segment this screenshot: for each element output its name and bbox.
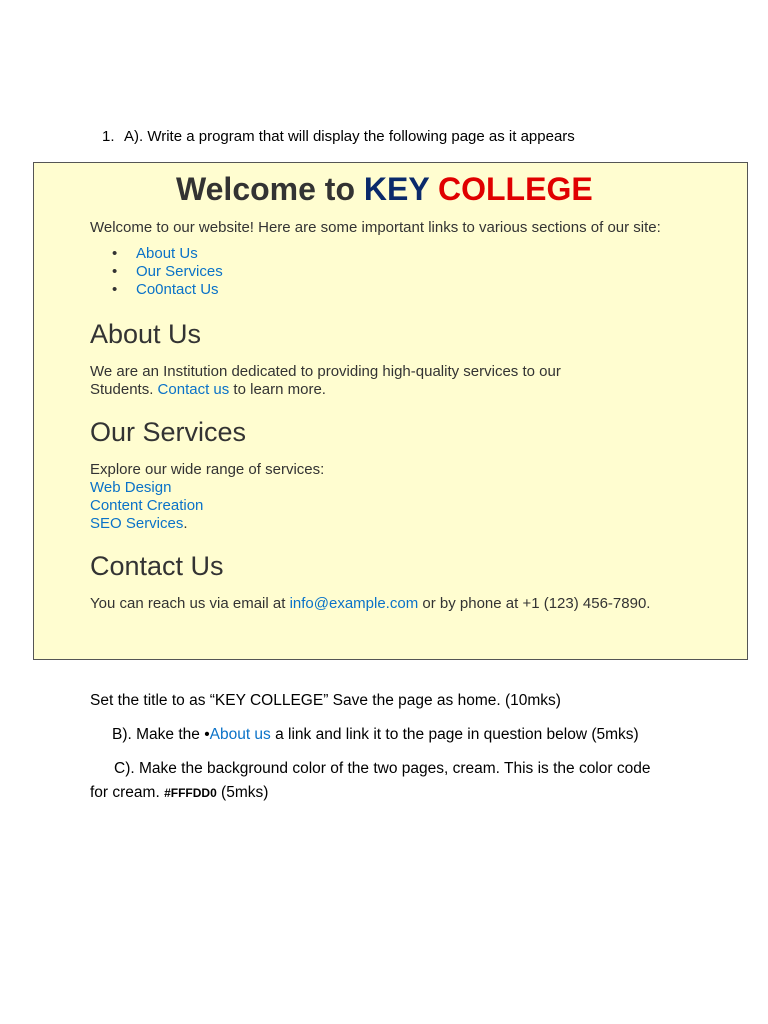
contact-us-link[interactable]: Contact us	[157, 381, 230, 398]
question-1	[102, 128, 575, 145]
service-link-seo[interactable]: SEO Services	[90, 515, 184, 532]
title-prefix: Welcome to	[176, 171, 364, 207]
instruction-b-suffix: a link and link it to the page in question below (5mks)	[270, 726, 639, 743]
service-link-web-design[interactable]: Web Design	[90, 479, 172, 496]
about-heading: About Us	[90, 319, 202, 349]
nav-item-services	[112, 263, 223, 281]
contact-paragraph	[90, 595, 650, 613]
question-number: 1.	[102, 128, 115, 145]
service-link-content-creation[interactable]: Content Creation	[90, 497, 204, 514]
bullet-icon: •	[112, 263, 118, 280]
title-instruction: Set the title to as “KEY COLLEGE” Save the page as home. (10mks)	[90, 692, 561, 709]
nav-link-about[interactable]: About Us	[136, 245, 198, 262]
contact-suffix: or by phone at +1 (123) 456-7890.	[418, 595, 651, 612]
instruction-b	[112, 723, 639, 747]
email-link[interactable]: info@example.com	[289, 595, 419, 612]
about-line2-suffix: to learn more.	[229, 381, 326, 398]
title-key: KEY	[363, 171, 430, 207]
title-space	[429, 171, 438, 207]
question-text: A). Write a program that will display the following page as it appears	[124, 128, 575, 145]
bullet-icon: •	[112, 281, 118, 298]
nav-link-contact[interactable]: Co0ntact Us	[136, 281, 219, 298]
title-college: COLLEGE	[438, 171, 593, 207]
services-heading: Our Services	[90, 417, 247, 447]
bullet-icon: •	[112, 245, 118, 262]
instruction-c-suffix: (5mks)	[216, 784, 269, 801]
page-title	[176, 171, 593, 208]
sample-page-box	[33, 162, 748, 660]
contact-heading: Contact Us	[90, 551, 224, 581]
about-paragraph	[90, 363, 561, 399]
instruction-c-line2-prefix: for cream.	[90, 784, 165, 801]
instruction-c	[90, 757, 650, 805]
services-end-punct: .	[183, 515, 188, 532]
instruction-b-prefix: B). Make the	[112, 726, 205, 743]
instruction-c-line1: C). Make the background color of the two pages, cream. This is the color code	[114, 760, 651, 777]
intro-text: Welcome to our website! Here are some important links to various sections of our site:	[90, 219, 661, 236]
about-us-link[interactable]: About us	[209, 726, 271, 743]
nav-item-contact	[112, 281, 223, 299]
bullet-icon: •	[204, 726, 210, 743]
contact-prefix: You can reach us via email at	[90, 595, 290, 612]
about-line1: We are an Institution dedicated to providing high-quality services to our	[90, 363, 561, 380]
nav-links-list	[112, 245, 223, 299]
nav-link-services[interactable]: Our Services	[136, 263, 223, 280]
about-line2-prefix: Students.	[90, 381, 158, 398]
nav-item-about	[112, 245, 223, 263]
services-paragraph	[90, 461, 324, 533]
cream-hex-code: #FFFDD0	[164, 786, 217, 800]
services-intro: Explore our wide range of services:	[90, 461, 325, 478]
